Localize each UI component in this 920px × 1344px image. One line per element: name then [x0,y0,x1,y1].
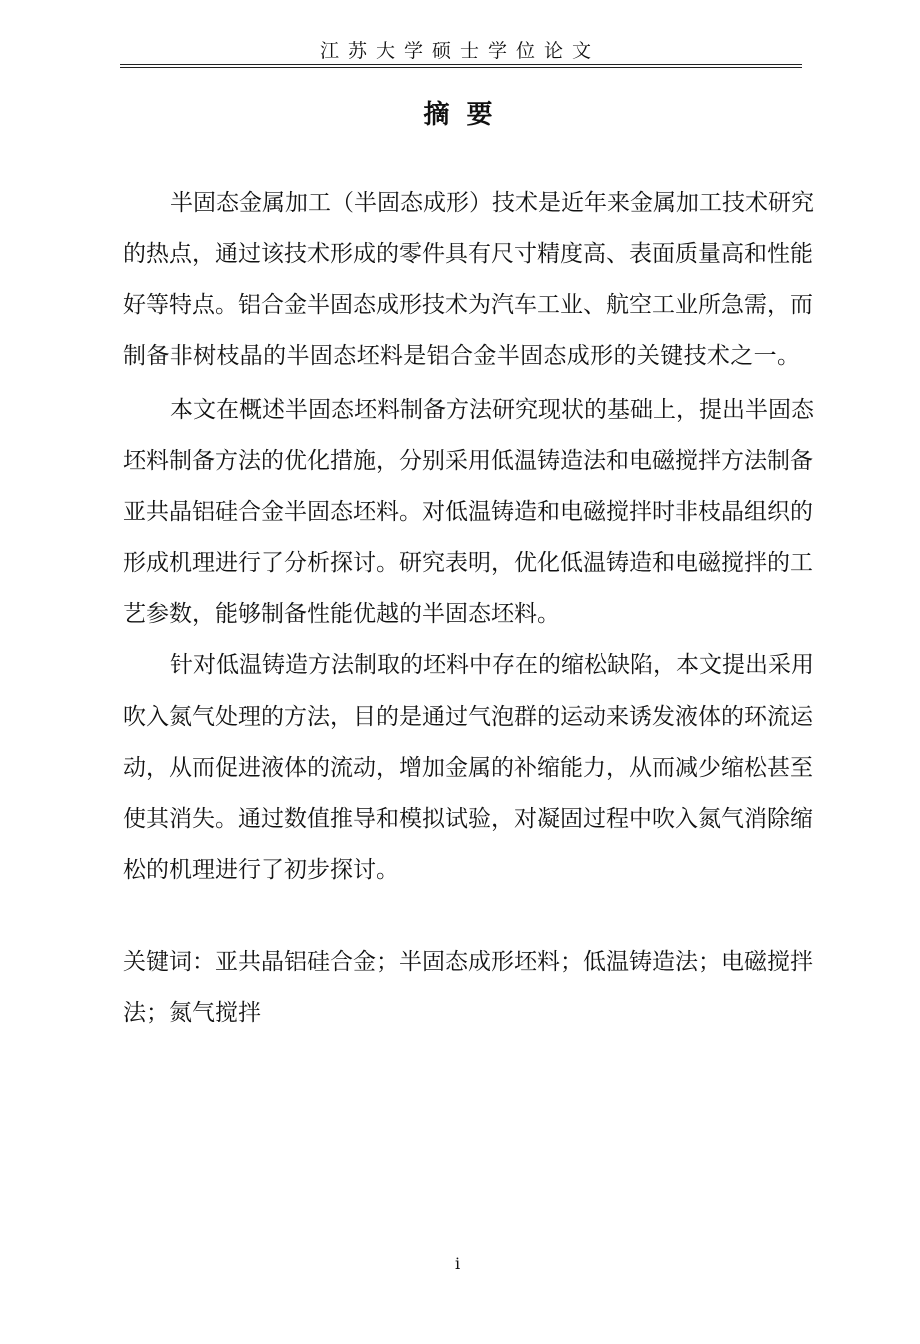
header-rule [120,64,802,65]
text-line: 松的机理进行了初步探讨。 [123,857,399,883]
text-line: 吹入氮气处理的方法，目的是通过气泡群的运动来诱发液体的环流运 [123,704,813,730]
abstract-title: 摘 要 [423,100,497,130]
text-line: 本文在概述半固态坯料制备方法研究现状的基础上，提出半固态 [170,397,814,423]
text-line: 坯料制备方法的优化措施，分别采用低温铸造法和电磁搅拌方法制备 [123,448,813,474]
text-line: 半固态金属加工（半固态成形）技术是近年来金属加工技术研究 [170,190,814,216]
text-line: 使其消失。通过数值推导和模拟试验，对凝固过程中吹入氮气消除缩 [123,806,813,832]
running-header: 江苏大学硕士学位论文 [319,40,600,62]
text-line: 的热点，通过该技术形成的零件具有尺寸精度高、表面质量高和性能 [123,241,813,267]
text-line: 针对低温铸造方法制取的坯料中存在的缩松缺陷，本文提出采用 [170,652,814,678]
keywords-line: 法；氮气搅拌 [123,1000,261,1026]
text-line: 好等特点。铝合金半固态成形技术为汽车工业、航空工业所急需，而 [123,292,813,318]
text-line: 艺参数，能够制备性能优越的半固态坯料。 [123,601,560,627]
page-number: i [455,1254,461,1273]
header-rule-secondary [120,67,802,68]
text-line: 形成机理进行了分析探讨。研究表明，优化低温铸造和电磁搅拌的工 [123,550,813,576]
text-line: 动，从而促进液体的流动，增加金属的补缩能力，从而减少缩松甚至 [123,755,813,781]
text-line: 制备非树枝晶的半固态坯料是铝合金半固态成形的关键技术之一。 [123,343,800,369]
keywords-line: 关键词：亚共晶铝硅合金；半固态成形坯料；低温铸造法；电磁搅拌 [123,949,813,975]
text-line: 亚共晶铝硅合金半固态坯料。对低温铸造和电磁搅拌时非枝晶组织的 [123,499,813,525]
